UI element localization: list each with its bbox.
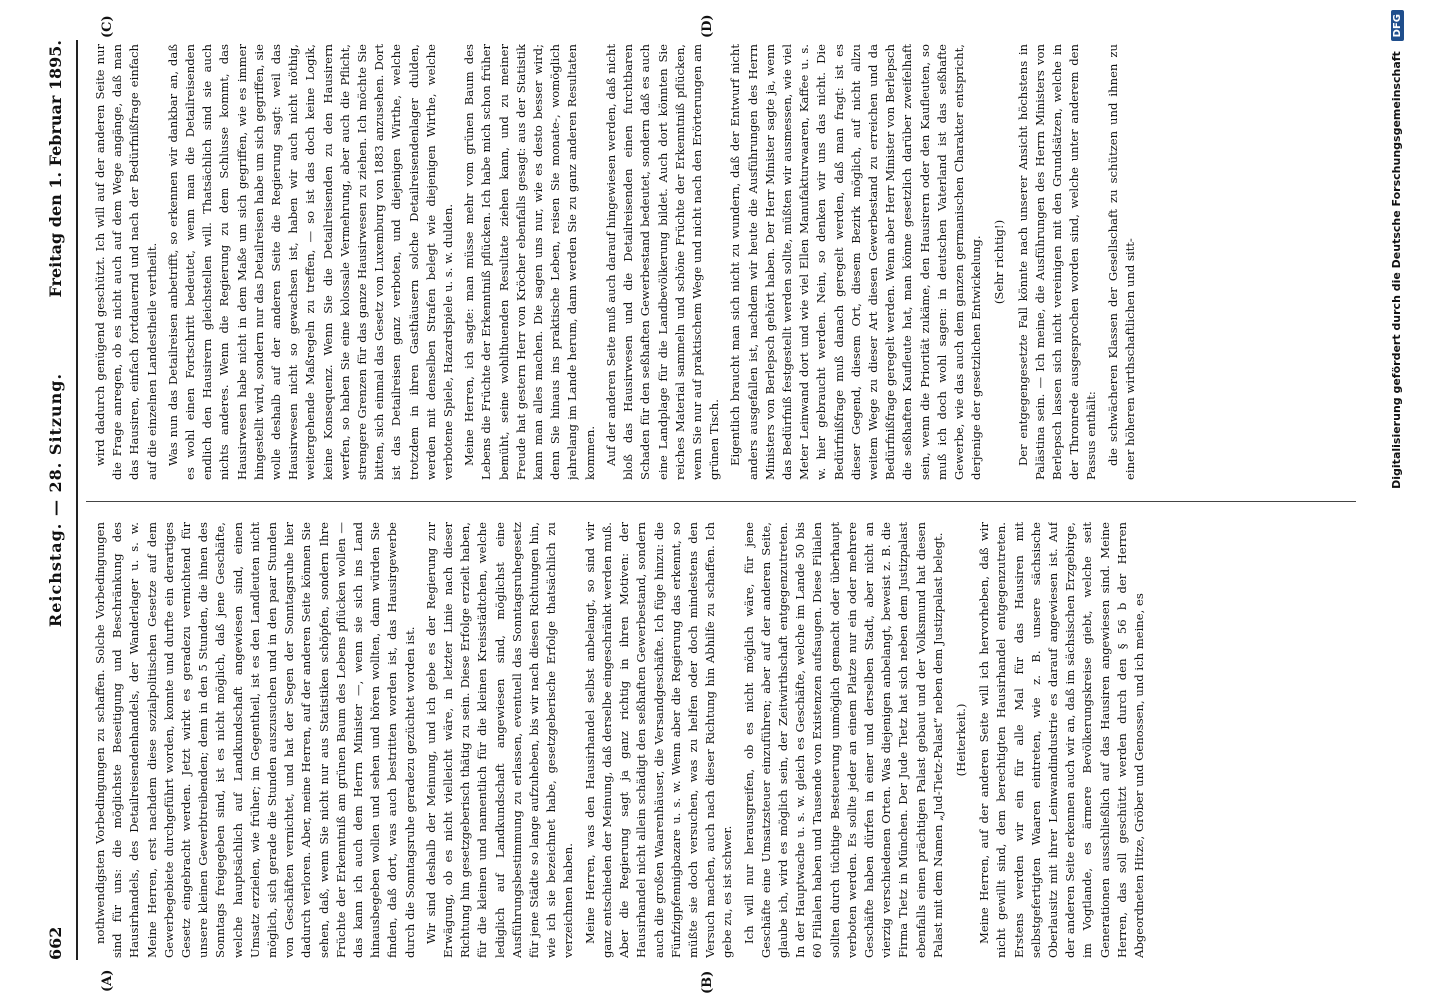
margin-mark-b: (B) <box>700 970 715 994</box>
paragraph: Auf der anderen Seite muß auch darauf hingewiesen werden, daß nicht bloß das Hausirwesen und die Detailreisenden einen furchtbaren Schaden für den seßhaften Gewerbestand bedeutet, sondern daß es auch eine Landplage für die Landbevölkerung bildet. Auch dort könnten Sie reiches Material sammeln und schöne Früchte der Erkenntniß pflücken, wenn Sie nur auf praktischem Wege und nicht nach den Erörterungen am grünen Tisch. <box>603 44 722 480</box>
page-header <box>42 40 72 960</box>
margin-mark-c: (C) <box>100 15 115 38</box>
paragraph: Meine Herren, was den Hausirhandel selbst anbelangt, so sind wir ganz entschieden der Meinung, daß derselbe eingeschränkt werden muß. Aber die Regierung sagt ja ganz richtig in ihren Motiven: der Hausirhandel nicht allein schädigt den seßhaften Gewerbestand, sondern auch die großen Waarenhäuser, die Versandgeschäfte. Ich füge hinzu: die Fünfzigpfennigbazare u. s. w. Wenn aber die Regierung das erkennt, so müßte sie doch versuchen, was zu helfen oder doch mindestens den Versuch machen, auch nach dieser Richtung hin Abhilfe zu schaffen. Ich gebe zu, es ist schwer. <box>582 522 735 958</box>
header-rule <box>76 40 78 960</box>
session-date: Freitag den 1. Februar 1895. <box>46 40 65 298</box>
dfg-logo: DFG <box>1391 10 1404 41</box>
paragraph: Meine Herren, auf der anderen Seite will ich hervorheben, daß wir nicht gewillt sind, dem berechtigten Hausirhandel entgegenzutreten. Erstens werden wir ein für alle Mal für das Hausiren mit selbstgefertigten Waaren eintreten, wie z. B. unsere sächsische Oberlausitz mit ihrer Leinwandindustrie es darauf angewiesen ist. Auf der anderen Seite erkennen auch wir an, daß im sächsischen Erzgebirge, im Vogtlande, es ärmere Bevölkerungskreise giebt, welche seit Generationen ausschließlich auf das Hausiren angewiesen sind. Meine Herren, das soll geschützt werden durch den § 56 b der Herren Abgeordneten Hitze, Gröber und Genossen, und ich meine, es <box>977 522 1146 958</box>
margin-mark-a: (A) <box>100 969 115 992</box>
session-title: Reichstag. — 28. Sitzung. <box>46 372 65 628</box>
interjection: (Sehr richtig!) <box>992 219 1007 305</box>
right-column <box>92 44 1342 480</box>
interjection: (Heiterkeit.) <box>953 703 968 777</box>
paragraph: Ich will nur herausgreifen, ob es nicht möglich wäre, für jene Geschäfte eine Umsatzsteuer einzuführen; aber auf der anderen Seite, glaube ich, wird es möglich sein, der Zeitwirthschaft entgegenzutreten. In der Hauptwache u. s. w. gleich es Geschäfte, welche im Lande 50 bis 60 Filialen haben und Tausende von Existenzen aufsaugen. Diese Filialen sollten durch tüchtige Besteuerung unmöglich gemacht oder überhaupt verboten werden. Es sollte jeder an einem Platze nur ein oder mehrere Geschäfte haben dürfen in einer und derselben Stadt, aber nicht an vierzig verschiedenen Orten. Was diejenigen anbelangt, beweist z. B. die Firma Tietz in München. Der Jude Tietz hat sich neben dem Justizpalast ebenfalls einen prächtigen Palast gebaut und der Volksmund hat diesen Palast mit dem Namen „Jud-Tietz-Palast“ neben dem Justizpalast belegt. <box>741 522 945 958</box>
paragraph: Wir sind deshalb der Meinung, und ich gebe es der Regierung zur Erwägung, ob es nicht vielleicht wäre, in letzter Linie nach dieser Richtung hin gesetzgeberisch thätig zu sein. Diese Erfolge erzielt haben, für die kleinen und namentlich für die kleinen Kreisstädtchen, welche lediglich auf Landkundschaft angewiesen sind, möglichst eine Ausführungsbestimmung zu erlassen, eventuell das Sonntagsruhegesetz für jene Städte so lange aufzuheben, bis wir nach diesen Richtungen hin, wie ich sie bezeichnet habe, gesetzgeberische Erfolge thatsächlich zu verzeichnen haben. <box>423 522 576 958</box>
paragraph: Was nun das Detailreisen anbetrifft, so erkennen wir dankbar an, daß es wohl einen Fortschritt bedeutet, wenn man die Detailreisenden endlich den Hausirern gleichstellen will. Thatsächlich sind sie auch nichts anderes. Wenn die Regierung zu dem Schlusse kommt, das Hausirwesen habe nicht in dem Maße um sich gegriffen, wie es immer hingestellt wird, sondern nur das Detailreisen habe um sich gegriffen, sie wolle deshalb auf der anderen Seite die Regierung sagt: weil das Hausirwesen nicht so gewachsen ist, haben wir auch nicht nöthig, weitergehende Maßregeln zu treffen, — so ist das doch keine Logik, keine Konsequenz. Wenn Sie die Detailreisenden zu den Hausirern werfen, so haben Sie eine kolossale Vermehrung, aber auch die Pflicht, strengere Grenzen für das ganze Hausirwesen zu ziehen. Ich möchte Sie bitten, sich einmal das Gesetz von Luxemburg von 1883 anzusehen. Dort ist das Detailreisen ganz verboten, und diejenigen Wirthe, welche trotzdem in ihren Gasthäusern solche Detailreisendenlager dulden, werden mit denselben Strafen belegt wie diejenigen Wirthe, welche verbotene Spiele, Hazardspiele u. s. w. dulden. <box>165 44 456 480</box>
paragraph: Der entgegengesetzte Fall könnte nach unserer Ansicht höchstens in Palästina sein. — Ich meine, die Ausführungen des Herrn Ministers von Berlepsch lassen sich nicht vereinigen mit den Grundsätzen, welche in der Thronrede ausgesprochen worden sind, welche unter anderem den Passus enthält: <box>1015 44 1099 480</box>
page-number: 662 <box>46 926 65 960</box>
paragraph: wird dadurch genügend geschützt. Ich will auf der anderen Seite nur die Frage anregen, ob es nicht auch auf dem Wege angänge, daß man das Hausiren, einfach fortdauernd und nach der Bedürfnißfrage einfach auf die einzelnen Landestheile vertheilt. <box>93 44 159 480</box>
paragraph: die schwächeren Klassen der Gesellschaft zu schützen und ihnen zu einer höheren wirthschaftlichen und sitt- <box>1105 44 1137 480</box>
left-column <box>92 522 1342 958</box>
paragraph: Meine Herren, ich sagte: man müsse mehr vom grünen Baum des Lebens die Früchte der Erkenntniß pflücken. Ich habe mich schon früher bemüht, seine wohlthuenden Resultate ziehen kann, und zu meiner Freude hat gestern Herr von Kröcher ebenfalls gesagt: aus der Statistik kann man alles machen. Die sagen uns nur, wie es desto besser wird; denn Sie hinaus ins praktische Leben, reisen Sie monate-, womöglich jahrelang im Lande herum, dann werden Sie zu ganz anderen Resultaten kommen. <box>462 44 597 480</box>
paragraph: Eigentlich braucht man sich nicht zu wundern, daß der Entwurf nicht anders ausgefallen ist, nachdem wir heute die Ausführungen des Herrn Ministers von Berlepsch gehört haben. Der Herr Minister sagte ja, wenn das Bedürfniß festgestellt werden sollte, müßten wir ausmessen, wie viel Meter Leinwand dort und wie viel Ellen Manufakturwaaren, Kaffee u. s. w. hier gebraucht werden. Nein, so denken wir uns das nicht. Die Bedürfnißfrage muß danach geregelt werden, daß man fragt: ist es dieser Gegend, diesem Ort, diesem Bezirk möglich, auf nicht allzu weitem Wege zu dieser Art diesen Gewerbestand zu erreichen und da Bedürfnißfrage geregelt werden. Wenn aber Herr Minister von Berlepsch die seßhaften Kaufleute hat, man könne gesetzlich darüber zweifelhaft sein, wenn die Priorität zukäme, den Hausirern oder den Kaufleuten, so muß ich doch wohl sagen: in deutschen Vaterland ist das seßhafte Gewerbe, wie das auch dem ganzen germanischen Charakter entspricht, derjenige der gesetzlichen Entwickelung. <box>728 44 984 480</box>
paragraph: nothwendigsten Vorbedingungen zu schaffen. Solche Vorbedingungen sind für uns: die möglichste Beseitigung und Beschränkung des Hausirhandels, des Detailreisendenhandels, der Wanderlager u. s. w. Meine Herren, erst nachdem diese sozialpolitischen Gesetze auf dem Gewerbegebiete durchgeführt worden, konnte und durfte ein derartiges Gesetz eingebracht werden. Jetzt wirkt es geradezu vernichtend für unsere kleinen Gewerbtreibenden; denn in den 5 Stunden, die ihnen des Sonntags freigegeben sind, ist es nicht möglich, daß jene Geschäfte, welche hauptsächlich auf Landkundschaft angewiesen sind, einen Umsatz erzielen, wie früher; im Gegentheil, ist es den Landleuten nicht möglich, sich gerade die Stunden auszusuchen und in den paar Stunden von Geschäften vernichtet, und hat der Segen der Sonntagsruhe hier dadurch verloren. Aber, meine Herren, auf der anderen Seite können Sie sehen, daß, wenn Sie nicht nur aus Statistiken schöpfen, sondern Ihre Früchte der Erkenntniß am grünen Baum des Lebens pflücken wollen — das kann ich auch dem Herrn Minister —, wenn sie sich ins Land hinausbegeben wollen und sehen und hören wollten, dann würden Sie finden, daß dort, was auch bestritten worden ist, das Hausirgewerbe durch die Sonntagsruhe geradezu gezüchtet worden ist. <box>93 522 417 958</box>
margin-mark-d: (D) <box>700 14 715 38</box>
column-divider <box>86 501 1356 502</box>
digitization-credit <box>1390 10 1404 870</box>
credit-text: Digitalisierung gefördert durch die Deutsche Forschungsgemeinschaft <box>1390 51 1403 489</box>
